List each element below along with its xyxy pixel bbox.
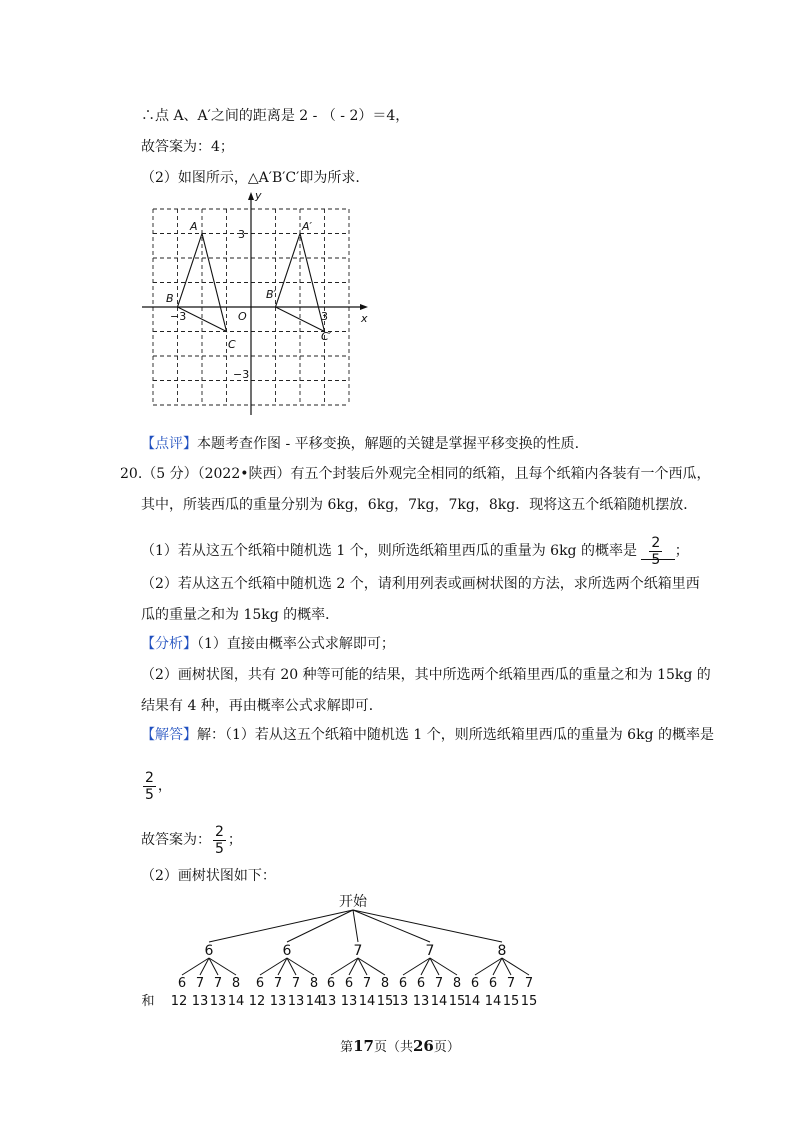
part1-text: （1）若从这五个纸箱中随机选 1 个，则所选纸箱里西瓜的重量为 6kg 的概率是 [141, 543, 637, 559]
point-label: C′ [321, 330, 332, 343]
tree-sum-value: 15 [502, 994, 520, 1009]
solution-fraction-line [141, 766, 172, 806]
tree-sum-value: 14 [484, 994, 502, 1009]
tree-second-node: 8 [309, 976, 319, 991]
tree-second-node: 6 [177, 976, 187, 991]
tick-label: 3 [321, 310, 328, 323]
tree-sum-value: 14 [227, 994, 245, 1009]
question-line: 瓜的重量之和为 15kg 的概率． [141, 607, 340, 623]
tree-branch [353, 910, 502, 942]
analysis-text: （1）直接由概率公式求解即可； [197, 636, 395, 652]
fraction-after: ， [157, 778, 172, 794]
fraction-denominator: 5 [651, 551, 661, 568]
point-label: A [190, 220, 198, 233]
analysis-line: 结果有 4 种，再由概率公式求解即可． [141, 698, 383, 714]
axes [142, 192, 368, 415]
tree-sum-value: 15 [520, 994, 538, 1009]
tree-second-node: 7 [434, 976, 444, 991]
answer-after: ； [227, 832, 242, 848]
tick-label: −3 [233, 368, 250, 381]
tree-second-node: 7 [506, 976, 516, 991]
point-label: B [166, 292, 174, 305]
question-part1 [141, 533, 689, 569]
fraction [213, 824, 226, 857]
tree-second-node: 6 [398, 976, 408, 991]
tree-sum-value: 13 [209, 994, 227, 1009]
x-axis-label: x [361, 312, 368, 325]
review-line [141, 434, 579, 454]
tree-second-node: 8 [452, 976, 462, 991]
y-axis-label: y [255, 189, 262, 202]
fraction-denominator: 5 [215, 840, 224, 857]
tree-sum-value: 13 [319, 994, 337, 1009]
part1-end: ； [674, 543, 689, 559]
page-number: 17 [353, 1037, 374, 1055]
tree-branch [353, 910, 430, 942]
footer-text: 页（共 [373, 1040, 413, 1055]
solution-tag: 【解答】 [141, 727, 197, 743]
tree-second-node: 7 [362, 976, 372, 991]
coordinate-figure [140, 188, 375, 418]
point-label: C [228, 338, 236, 351]
text-line: （2）如图所示，△A′B′C′即为所求. [141, 170, 360, 186]
solution-line [141, 725, 714, 745]
tree-second-node: 6 [255, 976, 265, 991]
tree-sum-value: 13 [391, 994, 409, 1009]
text-line: ∴点 A、A′之间的距离是 2 - （ - 2）＝4， [141, 108, 410, 124]
tree-second-node: 7 [273, 976, 283, 991]
tree-sum-value: 13 [412, 994, 430, 1009]
question-line: 其中，所装西瓜的重量分别为 6kg，6kg，7kg，7kg，8kg．现将这五个纸箱随机摆放． [141, 497, 698, 513]
tree-branch [209, 910, 353, 942]
question-line: （2）若从这五个纸箱中随机选 2 个，请利用列表或画树状图的方法，求所选两个纸箱里西 [141, 576, 700, 592]
tree-branch [353, 910, 358, 942]
tree-sum-value: 13 [191, 994, 209, 1009]
tree-second-node: 8 [231, 976, 241, 991]
tree-sum-value: 15 [448, 994, 466, 1009]
tree-sum-value: 13 [269, 994, 287, 1009]
tree-first-node: 7 [353, 943, 363, 959]
origin-label: O [238, 310, 247, 323]
review-text: 本题考查作图 - 平移变换，解题的关键是掌握平移变换的性质. [197, 436, 580, 452]
page-total: 26 [413, 1037, 434, 1055]
tree-second-node: 6 [488, 976, 498, 991]
text-line: 故答案为：4； [141, 139, 234, 155]
solution-text: 解：（1）若从这五个纸箱中随机选 1 个，则所选纸箱里西瓜的重量为 6kg 的概率是 [197, 727, 714, 743]
tree-sum-value: 14 [430, 994, 448, 1009]
tree-sum-value: 14 [305, 994, 323, 1009]
tree-sum-value: 12 [170, 994, 188, 1009]
answer-blank [641, 534, 674, 568]
page-footer [0, 1036, 800, 1055]
tree-second-node: 8 [380, 976, 390, 991]
tree-sum-label: 和 [141, 994, 155, 1009]
tree-second-node: 6 [470, 976, 480, 991]
tree-sum-value: 15 [376, 994, 394, 1009]
answer-prefix: 故答案为： [141, 832, 211, 848]
tree-second-node: 6 [344, 976, 354, 991]
tree-diagram [130, 890, 550, 1015]
tree-second-node: 7 [524, 976, 534, 991]
analysis-line: （2）画树状图，共有 20 种等可能的结果，其中所选两个纸箱里西瓜的重量之和为 15kg 的 [141, 667, 711, 683]
fraction-denominator: 5 [145, 786, 154, 803]
analysis-line [141, 634, 395, 654]
tree-second-node: 7 [213, 976, 223, 991]
question-line: 20.（5 分）（2022•陕西）有五个封装后外观完全相同的纸箱，且每个纸箱内各装有一个西瓜， [120, 466, 711, 482]
tree-first-node: 6 [204, 943, 214, 959]
fraction [649, 535, 662, 568]
tick-label: 3 [238, 228, 245, 241]
tree-first-node: 7 [425, 943, 435, 959]
tree-sum-value: 12 [248, 994, 266, 1009]
analysis-tag: 【分析】 [141, 636, 197, 652]
fraction-numerator: 2 [215, 823, 224, 840]
tree-root: 开始 [339, 894, 367, 910]
answer-line [141, 820, 242, 860]
footer-text: 页） [433, 1040, 460, 1055]
fraction-numerator: 2 [651, 534, 661, 551]
tree-branch [287, 910, 353, 942]
tree-sum-value: 14 [463, 994, 481, 1009]
solution-line: （2）画树状图如下： [141, 868, 276, 884]
tick-label: −3 [170, 310, 187, 323]
fraction-numerator: 2 [145, 769, 154, 786]
tree-first-node: 8 [497, 943, 507, 959]
footer-text: 第 [340, 1040, 354, 1055]
tree-first-node: 6 [282, 943, 292, 959]
tree-second-node: 6 [416, 976, 426, 991]
tree-second-node: 7 [195, 976, 205, 991]
point-label: A′ [302, 220, 313, 233]
fraction [143, 770, 156, 803]
tree-second-node: 7 [291, 976, 301, 991]
tree-sum-value: 13 [287, 994, 305, 1009]
tree-sum-value: 13 [340, 994, 358, 1009]
review-tag: 【点评】 [141, 436, 197, 452]
tree-sum-value: 14 [358, 994, 376, 1009]
tree-second-node: 6 [326, 976, 336, 991]
point-label: B′ [266, 288, 277, 301]
